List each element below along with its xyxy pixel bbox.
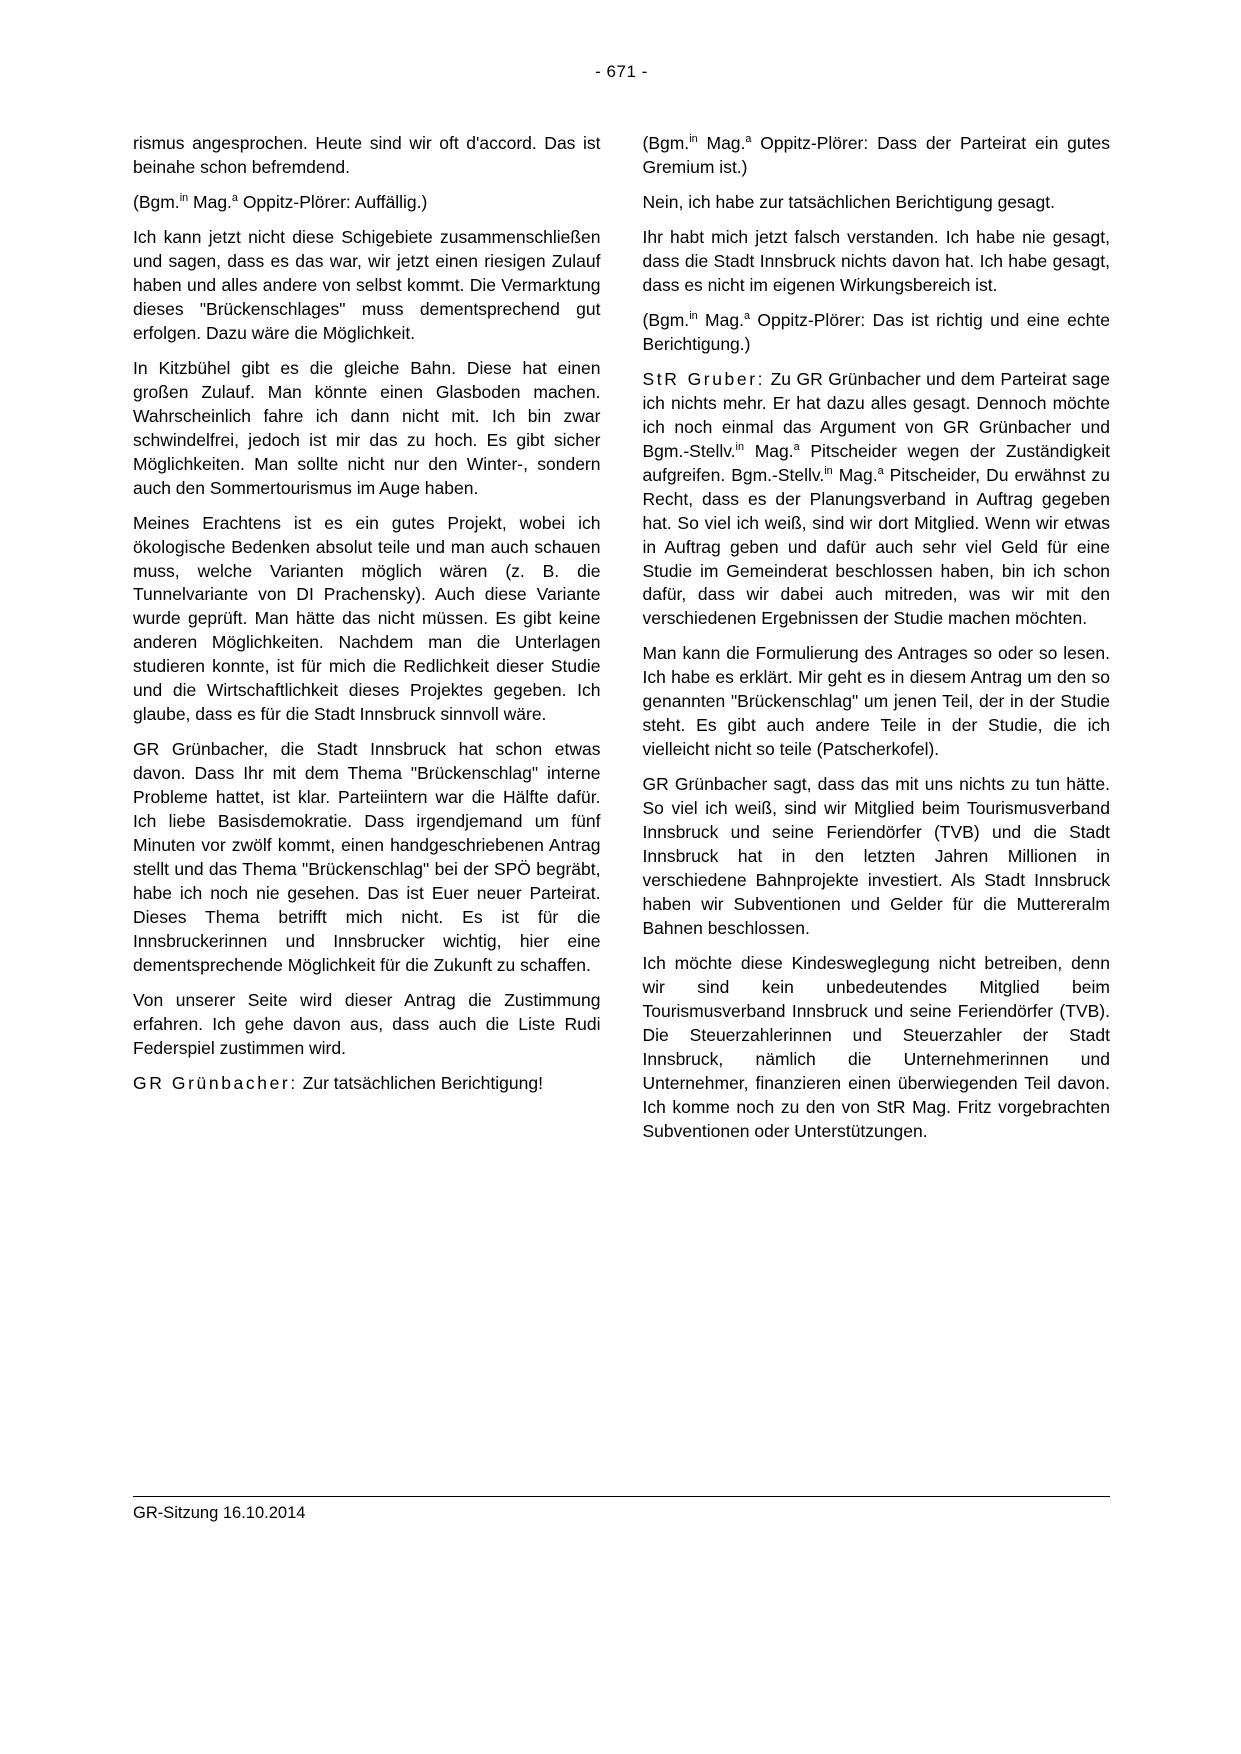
superscript-run: a [793, 440, 800, 453]
text-run: Nein, ich habe zur tatsächlichen Berichtigung gesagt. [642, 191, 1055, 212]
page-footer [133, 1496, 1110, 1523]
text-run: Pitscheider, Du erwähnst zu Recht, dass es der Planungsverband in Auftrag gegeben hat. So viel ich weiß, sind wir dort Mitglied. Wenn wir etwas in Auftrag geben und dafür auch sehr viel Geld für eine Studie im Gemeinderat beschlossen haben, bin ich schon dafür, dass wir dabei auch mitreden, was wir mit den verschiedenen Ergebnissen der Studie machen möchten. [642, 464, 1110, 629]
superscript-run: a [743, 309, 750, 322]
paragraph [133, 226, 601, 346]
text-run: Zur tatsächlichen Berichtigung! [297, 1072, 543, 1093]
text-run: GR Grünbacher, die Stadt Innsbruck hat schon etwas davon. Dass Ihr mit dem Thema "Brückenschlag" interne Probleme hattet, ist klar. Parteiintern war die Hälfte dafür. Ich liebe Basisdemokratie. Dass irgendjemand um fünf Minuten vor zwölf kommt, einen handgeschriebenen Antrag stellt und das Thema "Brückenschlag" bei der SPÖ begräbt, habe ich noch nie gesehen. Das ist Euer neuer Parteirat. Dieses Thema betrifft mich nicht. Es ist für die Innsbruckerinnen und Innsbrucker wichtig, hier eine dementsprechende Möglichkeit für die Zukunft zu schaffen. [133, 739, 601, 975]
superscript-run: a [745, 133, 752, 146]
superscript-run: in [179, 192, 189, 205]
paragraph [133, 1072, 601, 1096]
text-run: Mag. [743, 440, 794, 461]
text-run: Mag. [832, 464, 878, 485]
paragraph [643, 191, 1111, 215]
text-run: Mag. [697, 309, 744, 330]
footer-text: GR-Sitzung 16.10.2014 [133, 1504, 306, 1522]
text-run: Von unserer Seite wird dieser Antrag die Zustimmung erfahren. Ich gehe davon aus, dass auch die Liste Rudi Federspiel zustimmen wird. [133, 989, 601, 1058]
paragraph [133, 512, 601, 728]
text-run: Oppitz-Plörer: Das ist richtig und eine echte Berichtigung.) [642, 309, 1110, 354]
left-column [133, 132, 601, 1107]
text-run: (Bgm. [133, 191, 180, 212]
superscript-run: a [231, 192, 238, 205]
paragraph [643, 132, 1111, 180]
text-run: Man kann die Formulierung des Antrages so oder so lesen. Ich habe es erklärt. Mir geht es in diesem Antrag um den so genannten "Brückenschlag" um jenen Teil, der in der Studie steht. Es gibt auch andere Teile in der Studie, die ich vielleicht nicht so teile (Patscherkofel). [642, 643, 1110, 760]
text-run: (Bgm. [642, 309, 690, 330]
text-run: GR Grünbacher sagt, dass das mit uns nichts zu tun hätte. So viel ich weiß, sind wir Mitglied beim Tourismusverband Innsbruck und seine Feriendörfer (TVB) und die Stadt Innsbruck hat in den letzten Jahren Millionen in verschiedene Bahnprojekte investiert. Als Stadt Innsbruck haben wir Subventionen und Gelder für die Muttereralm Bahnen beschlossen. [642, 774, 1110, 939]
text-run: Oppitz-Plörer: Dass der Parteirat ein gutes Gremium ist.) [642, 133, 1110, 177]
paragraph [133, 132, 601, 180]
page-number: - 671 - [595, 62, 648, 81]
paragraph [643, 773, 1111, 941]
text-run: Oppitz-Plörer: Auffällig.) [237, 191, 428, 212]
text-run: Meines Erachtens ist es ein gutes Projekt, wobei ich ökologische Bedenken absolut teile und man auch schauen muss, welche Varianten möglich wären (z. B. die Tunnelvariante von DI Prachensky). Auch diese Variante wurde geprüft. Man hätte das nicht müssen. Es gibt keine anderen Möglichkeiten. Nachdem man die Unterlagen studieren konnte, ist für mich die Redlichkeit dieser Studie und die Wirtschaftlichkeit dieses Projektes gegeben. Ich glaube, dass es für die Stadt Innsbruck sinnvoll wäre. [133, 512, 601, 725]
text-run: Zu GR Grünbacher und dem Parteirat sage ich nichts mehr. Er hat dazu alles gesagt. Dennoch möchte ich noch einmal das Argument von GR Grünbacher und Bgm.-Stellv. [642, 368, 1110, 461]
paragraph [643, 226, 1111, 298]
superscript-run: in [689, 133, 698, 146]
paragraph [643, 642, 1111, 762]
text-run: Ich kann jetzt nicht diese Schigebiete zusammenschließen und sagen, dass es das war, wir jetzt einen riesigen Zulauf haben und alles andere von selbst kommt. Die Vermarktung dieses "Brückenschlages" muss dementsprechend gut erfolgen. Dazu wäre die Möglichkeit. [133, 226, 601, 343]
text-columns [133, 132, 1110, 1155]
paragraph [133, 989, 601, 1061]
right-column [643, 132, 1111, 1155]
speaker-name: GR Grünbacher: [133, 1072, 298, 1093]
text-run: (Bgm. [642, 133, 690, 153]
text-run: Mag. [697, 133, 746, 153]
paragraph [643, 309, 1111, 357]
paragraph [133, 191, 601, 215]
text-run: Ich möchte diese Kindesweglegung nicht betreiben, denn wir sind kein unbedeutendes Mitglied beim Tourismusverband Innsbruck und seine Feriendörfer (TVB). Die Steuerzahlerinnen und Steuerzahler der Stadt Innsbruck, nämlich die Unternehmerinnen und Unternehmer, finanzieren einen überwiegenden Teil davon. Ich komme noch zu den von StR Mag. Fritz vorgebrachten Subventionen oder Unterstützungen. [642, 953, 1110, 1141]
text-run: Mag. [188, 191, 232, 212]
text-run: Ihr habt mich jetzt falsch verstanden. Ich habe nie gesagt, dass die Stadt Innsbruck nichts davon hat. Ich habe gesagt, dass es nicht im eigenen Wirkungsbereich ist. [642, 226, 1110, 295]
speaker-name: StR Gruber: [642, 368, 766, 389]
paragraph [133, 738, 601, 978]
paragraph [643, 952, 1111, 1144]
superscript-run: in [735, 440, 744, 453]
text-run: Pitscheider wegen der Zuständigkeit aufgreifen. Bgm.-Stellv. [642, 440, 1110, 485]
text-run: rismus angesprochen. Heute sind wir oft d'accord. Das ist beinahe schon befremdend. [133, 133, 601, 177]
paragraph [133, 357, 601, 501]
superscript-run: in [689, 309, 698, 322]
superscript-run: in [824, 464, 833, 477]
superscript-run: a [877, 464, 884, 477]
text-run: In Kitzbühel gibt es die gleiche Bahn. Diese hat einen großen Zulauf. Man könnte einen Glasboden machen. Wahrscheinlich fahre ich dann nicht mit. Ich bin zwar schwindelfrei, jedoch ist mir das zu hoch. Es gibt sicher Möglichkeiten. Man sollte nicht nur den Winter-, sondern auch den Sommertourismus im Auge haben. [133, 357, 601, 498]
paragraph [643, 368, 1111, 632]
